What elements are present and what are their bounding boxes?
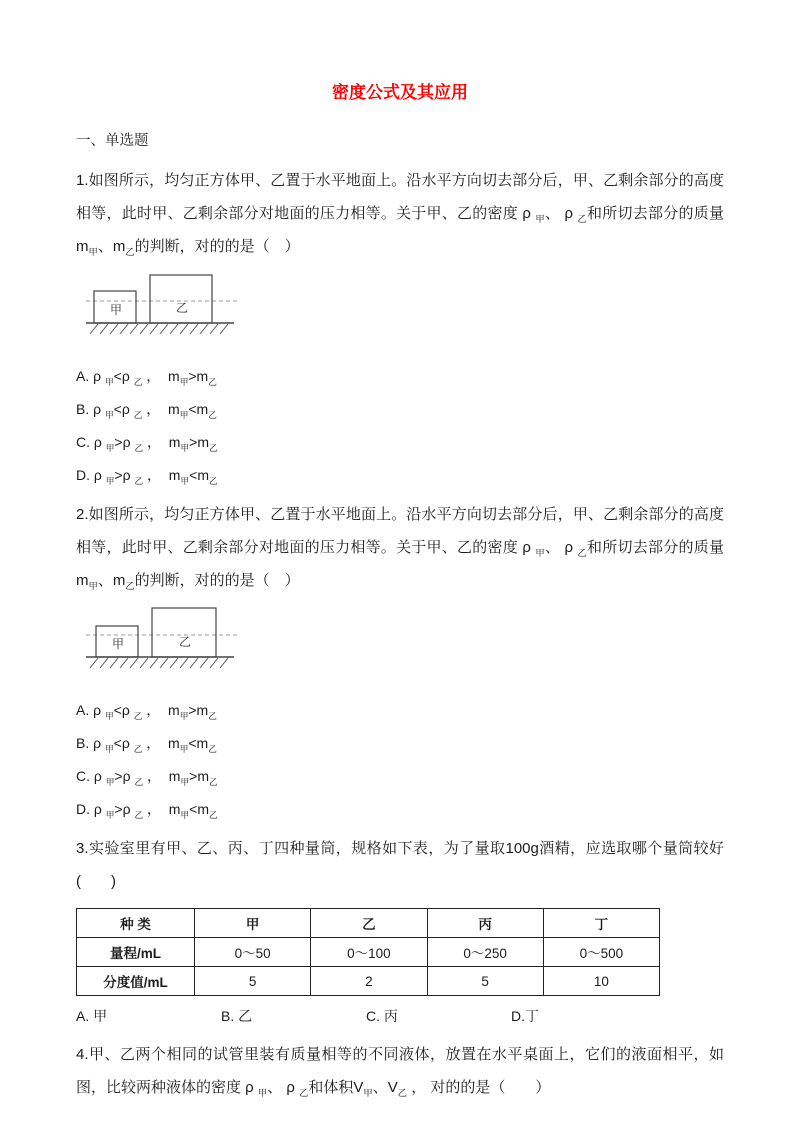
table-header-cell: 种 类: [77, 909, 195, 938]
ground-hatching: [90, 324, 228, 334]
table-row-label: 分度值/mL: [77, 967, 195, 996]
cubes-on-ground-figure: [84, 605, 249, 679]
question-1-option-c: C. ρ $_甲$>ρ $_乙$ ， $m_甲>m_乙$: [76, 434, 218, 453]
question-3-option-d: D.丁: [511, 1008, 539, 1024]
measuring-cylinder-table: [76, 908, 660, 996]
table-cell: 0～500: [543, 938, 659, 967]
question-2-option-b: B. ρ $_甲$<ρ $_乙$ ， $m_甲<m_乙$: [76, 735, 217, 754]
question-3-option-b: B. 乙: [221, 1008, 253, 1024]
table-cell: 5: [427, 967, 543, 996]
question-3-option-c: C. 丙: [366, 1008, 398, 1024]
question-2-option-c: C. ρ $_甲$>ρ $_乙$ ， $m_甲>m_乙$: [76, 768, 218, 787]
table-header-cell: 甲: [195, 909, 311, 938]
question-1-figure: [84, 271, 724, 350]
cube-jia-label: 甲: [110, 303, 123, 317]
question-1-option-d: D. ρ $_甲$>ρ $_乙$ ， $m_甲<m_乙$: [76, 467, 218, 486]
table-cell: 2: [311, 967, 427, 996]
table-cell: 0～100: [311, 938, 427, 967]
question-2-option-a: A. ρ $_甲$<ρ $_乙$ ， $m_甲>m_乙$: [76, 702, 217, 721]
table-header-cell: 丁: [543, 909, 659, 938]
table-row-range: [77, 938, 660, 967]
question-1-option-a: A. ρ $_甲$<ρ $_乙$ ， $m_甲>m_乙$: [76, 368, 217, 387]
table-row-division: [77, 967, 660, 996]
section-heading: 一、单选题: [76, 133, 149, 149]
question-4-text: 4.甲、乙两个相同的试管里装有质量相等的不同液体，放置在水平桌面上，它们的液面相平，如图，比较两种液体的密度 ρ $_甲$、 ρ $_乙$和体积$V_甲$、$V_乙$ ， 对的的是（ ）: [76, 1046, 724, 1098]
question-2-option-d: D. ρ $_甲$>ρ $_乙$ ， $m_甲<m_乙$: [76, 801, 218, 820]
cube-yi: [152, 608, 216, 657]
table-header-row: [77, 909, 660, 938]
table-cell: 10: [543, 967, 659, 996]
cube-yi-label: 乙: [176, 301, 189, 315]
table-cell: 5: [195, 967, 311, 996]
question-3-options: [76, 1006, 724, 1026]
cube-jia-label: 甲: [112, 637, 125, 651]
question-1-option-b: B. ρ $_甲$<ρ $_乙$ ， $m_甲<m_乙$: [76, 401, 217, 420]
table-cell: 0～250: [427, 938, 543, 967]
table-row-label: 量程/mL: [77, 938, 195, 967]
question-1-text: 1.如图所示，均匀正方体甲、乙置于水平地面上。沿水平方向切去部分后，甲、乙剩余部分的高度相等，此时甲、乙剩余部分对地面的压力相等。关于甲、乙的密度 ρ $_甲$、 ρ $_乙$和所切去部分的质量$m_甲$、$m_乙$的判断，对的的是（ ）: [76, 172, 724, 257]
question-3-option-a: A. 甲: [76, 1008, 108, 1024]
table-header-cell: 乙: [311, 909, 427, 938]
table-header-cell: 丙: [427, 909, 543, 938]
table-cell: 0～50: [195, 938, 311, 967]
question-2-text: 2.如图所示，均匀正方体甲、乙置于水平地面上。沿水平方向切去部分后，甲、乙剩余部分的高度相等，此时甲、乙剩余部分对地面的压力相等。关于甲、乙的密度 ρ $_甲$、 ρ $_乙$和所切去部分的质量$m_甲$、$m_乙$的判断，对的的是（ ）: [76, 506, 724, 591]
question-3-text: 3.实验室里有甲、乙、丙、丁四种量筒，规格如下表，为了量取100g酒精，应选取哪个量筒较好( ): [76, 840, 724, 890]
cube-yi-label: 乙: [179, 635, 192, 649]
question-2-options: [76, 694, 724, 826]
question-2-figure: [84, 605, 724, 684]
page-title: 密度公式及其应用: [332, 83, 468, 102]
question-1-options: [76, 360, 724, 492]
cubes-on-ground-figure: [84, 271, 249, 345]
cube-yi: [150, 275, 212, 323]
ground-hatching: [90, 658, 228, 668]
